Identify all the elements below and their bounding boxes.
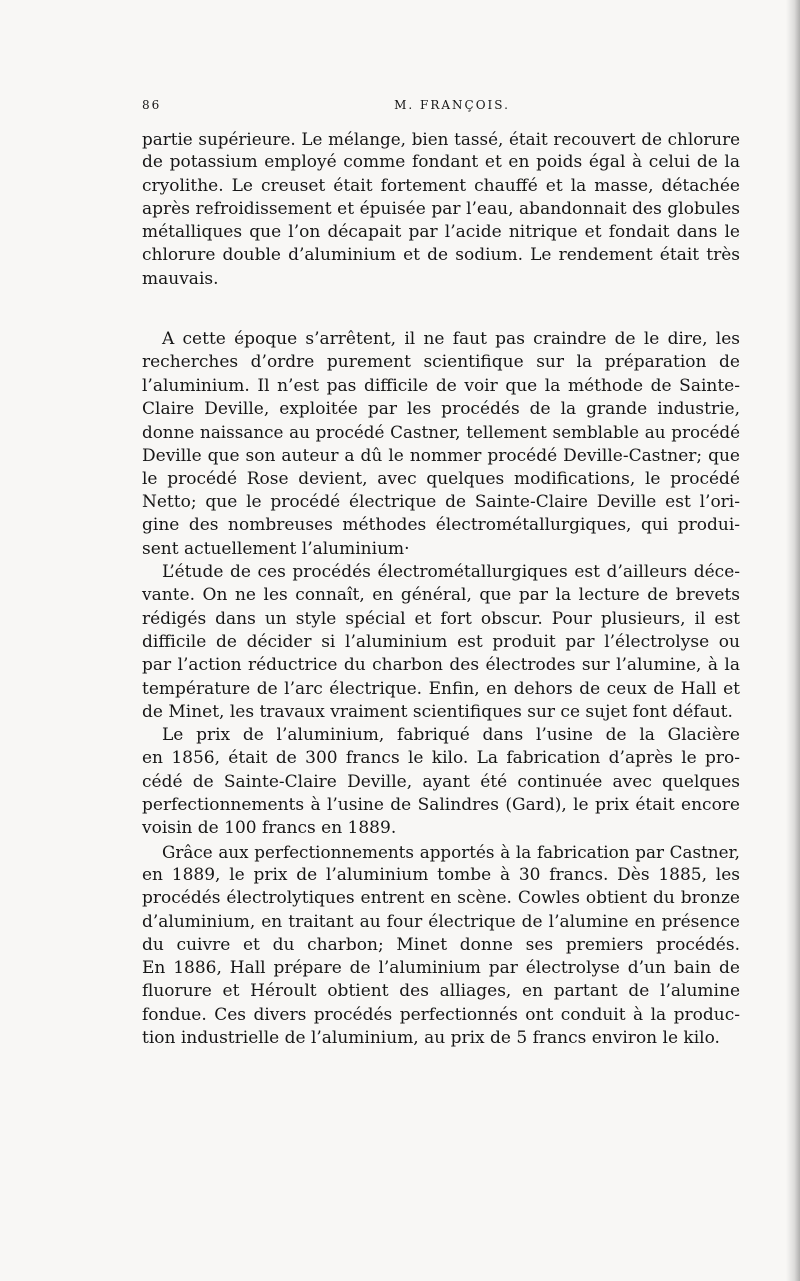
text-line: du cuivre et du charbon; Minet donne ses premiers procédés.	[142, 934, 740, 955]
text-line: d’aluminium, en traitant au four électrique de l’alumine en présence	[142, 911, 740, 932]
text-line: par l’action réductrice du charbon des électrodes sur l’alumine, à la	[142, 655, 740, 676]
paragraph	[142, 841, 740, 1051]
text-line: L’étude de ces procédés électrométallurgiques est d’ailleurs déce-	[162, 562, 740, 583]
text-line: chlorure double d’aluminium et de sodium. Le rendement était très	[142, 245, 740, 266]
text-line: après refroidissement et épuisée par l’eau, abandonnait des globules	[142, 198, 740, 219]
text-line: partie supérieure. Le mélange, bien tassé, était recouvert de chlorure	[142, 129, 740, 149]
paragraph	[142, 561, 740, 724]
page-number: 86	[142, 98, 162, 112]
text-line: de potassium employé comme fondant et en poids égal à celui de la	[142, 152, 740, 173]
text-line: donne naissance au procédé Castner, tellement semblable au procédé	[142, 422, 740, 443]
text-line: cédé de Sainte-Claire Deville, ayant été continuée avec quelques	[142, 771, 740, 792]
text-line: voisin de 100 francs en 1889.	[142, 818, 397, 839]
text-line: En 1886, Hall prépare de l’aluminium par électrolyse d’un bain de	[142, 958, 740, 979]
text-line: fondue. Ces divers procédés perfectionnés ont conduit à la produc-	[142, 1004, 740, 1025]
text-line: le procédé Rose devient, avec quelques modifications, le procédé	[142, 468, 740, 489]
text-line: tion industrielle de l’aluminium, au prix de 5 francs environ le kilo.	[142, 1027, 720, 1048]
text-line: vante. On ne les connaît, en général, que par la lecture de brevets	[142, 585, 740, 606]
text-line: Claire Deville, exploitée par les procédés de la grande industrie,	[142, 398, 740, 419]
text-line: Deville que son auteur a dû le nommer procédé Deville-Castner; que	[142, 445, 740, 466]
text-line: A cette époque s’arrêtent, il ne faut pas craindre de le dire, les	[162, 329, 740, 350]
paragraph	[142, 328, 740, 561]
running-head	[142, 98, 742, 118]
text-line: mauvais.	[142, 268, 219, 289]
text-line: fluorure et Héroult obtient des alliages, en partant de l’alumine	[142, 981, 740, 1002]
text-line: difficile de décider si l’aluminium est produit par l’électrolyse ou	[142, 631, 740, 652]
text-line: métalliques que l’on décapait par l’acide nitrique et fondait dans le	[142, 222, 740, 243]
text-line: rédigés dans un style spécial et fort obscur. Pour plusieurs, il est	[142, 608, 740, 629]
page-edge-shadow	[786, 0, 800, 1281]
paragraph	[142, 128, 740, 291]
running-title: M. FRANÇOIS.	[394, 98, 510, 112]
paragraph	[142, 724, 740, 840]
body-text	[142, 128, 740, 1050]
text-line: perfectionnements à l’usine de Salindres (Gard), le prix était encore	[142, 795, 740, 816]
text-line: en 1889, le prix de l’aluminium tombe à 30 francs. Dès 1885, les	[142, 864, 740, 885]
text-line: Netto; que le procédé électrique de Sainte-Claire Deville est l’ori-	[142, 492, 740, 513]
text-line: recherches d’ordre purement scientifique sur la préparation de	[142, 352, 740, 373]
text-line: Le prix de l’aluminium, fabriqué dans l’usine de la Glacière	[162, 725, 740, 746]
text-line: en 1856, était de 300 francs le kilo. La fabrication d’après le pro-	[142, 748, 740, 769]
text-line: procédés électrolytiques entrent en scène. Cowles obtient du bronze	[142, 888, 740, 909]
text-line: gine des nombreuses méthodes électrométallurgiques, qui produi-	[142, 515, 740, 536]
text-line: Grâce aux perfectionnements apportés à la fabrication par Castner,	[162, 841, 740, 862]
text-line: de Minet, les travaux vraiment scientifiques sur ce sujet font défaut.	[142, 701, 733, 722]
text-line: cryolithe. Le creuset était fortement chauffé et la masse, détachée	[142, 175, 740, 196]
text-line: sent actuellement l’aluminium·	[142, 538, 410, 559]
text-line: l’aluminium. Il n’est pas difficile de voir que la méthode de Sainte-	[142, 375, 740, 396]
paragraph-spacer	[142, 291, 740, 328]
text-line: température de l’arc électrique. Enfin, en dehors de ceux de Hall et	[142, 678, 740, 699]
